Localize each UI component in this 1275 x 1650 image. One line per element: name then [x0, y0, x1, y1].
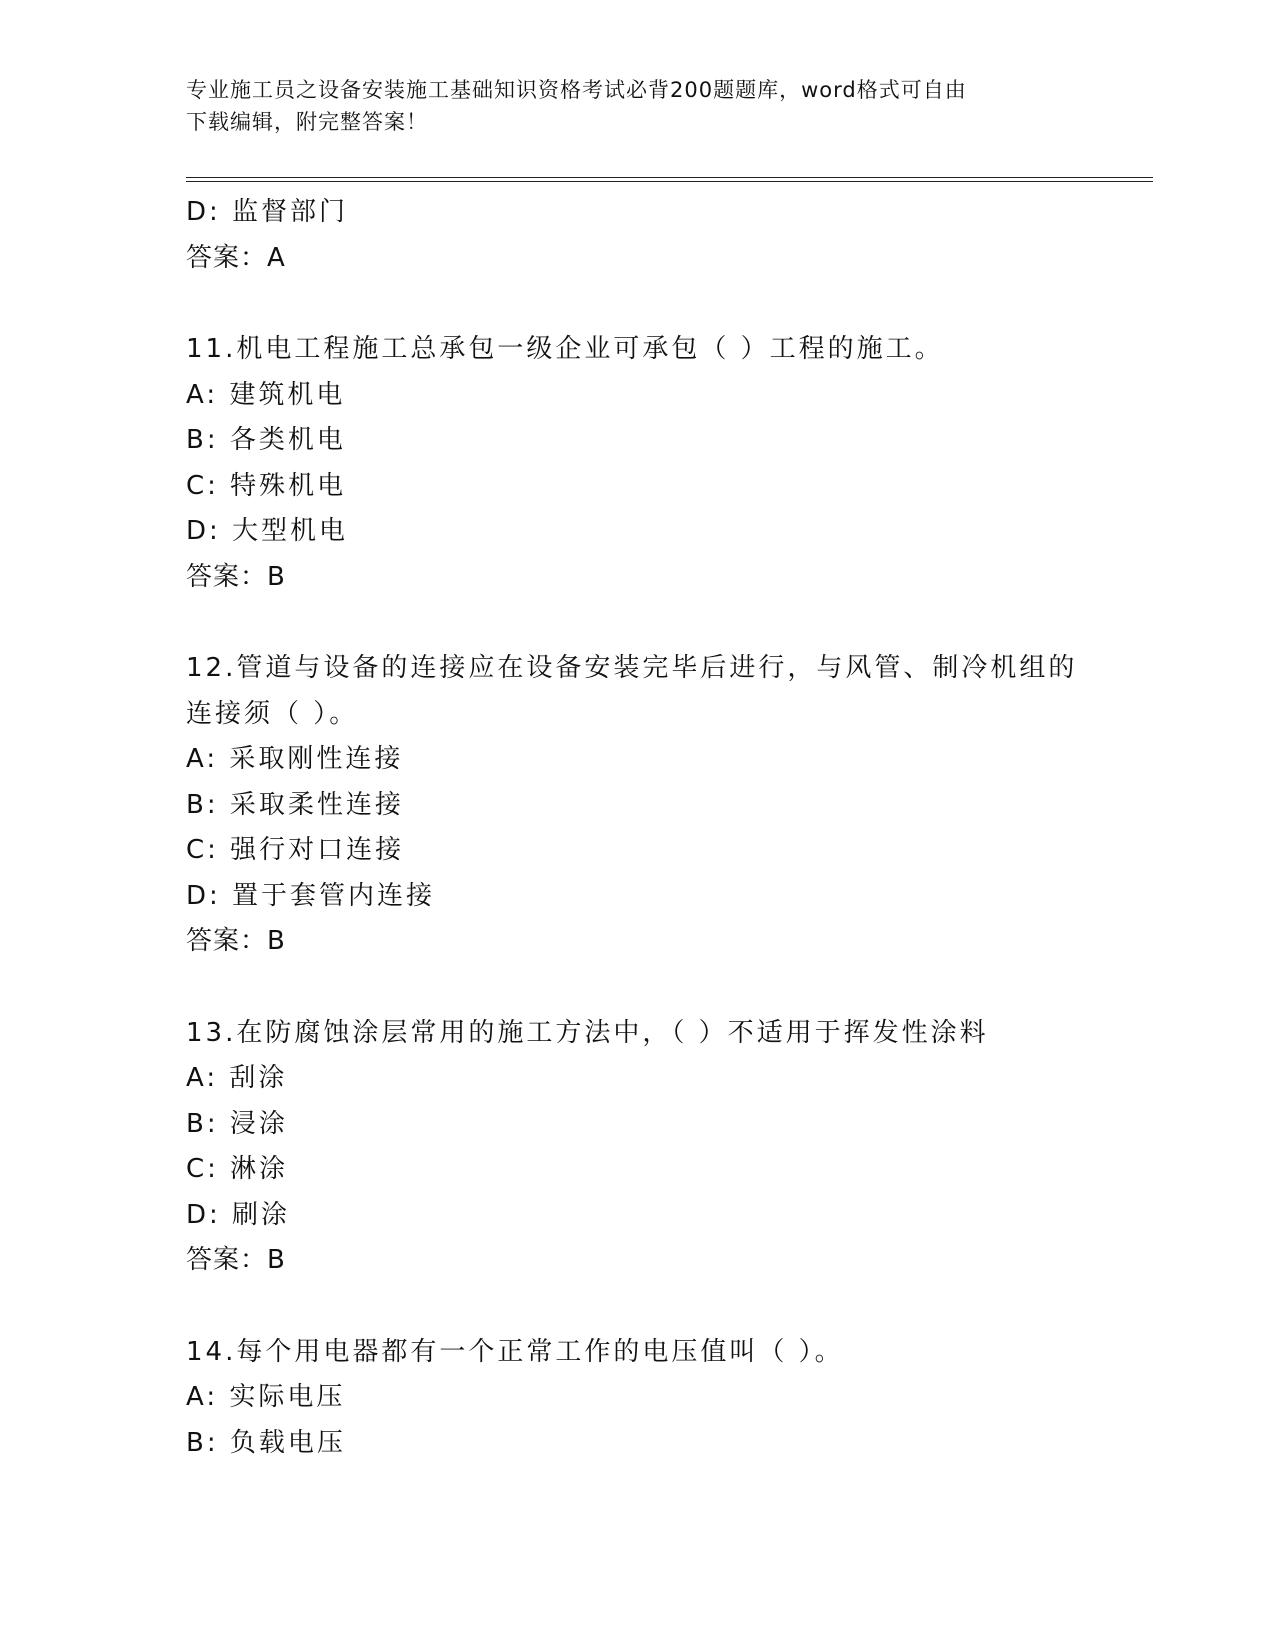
- option-d: D: 大型机电: [186, 516, 349, 546]
- question-stem: 12.管道与设备的连接应在设备安装完毕后进行，与风管、制冷机组的: [186, 653, 1078, 683]
- option-b: B: 浸涂: [186, 1108, 288, 1139]
- answer-line: 答案：A: [186, 242, 286, 273]
- document-body: [186, 190, 1078, 1466]
- question-stem: 13.在防腐蚀涂层常用的施工方法中，（ ）不适用于挥发性涂料: [186, 1017, 989, 1048]
- question-14: [186, 1330, 1066, 1467]
- option-b: B: 各类机电: [186, 425, 346, 455]
- question-stem: 11.机电工程施工总承包一级企业可承包（ ）工程的施工。: [186, 334, 944, 364]
- question-partial: [186, 190, 1066, 281]
- question-stem-continued: 连接须（ ）。: [186, 698, 359, 729]
- option-c: C: 特殊机电: [186, 470, 347, 501]
- header-line-2: 下载编辑，附完整答案！: [186, 110, 428, 134]
- option-d: D: 置于套管内连接: [186, 880, 436, 911]
- option-c: C: 淋涂: [186, 1154, 289, 1184]
- option-a: A: 刮涂: [186, 1063, 288, 1093]
- header-line-1: 专业施工员之设备安装施工基础知识资格考试必背200题题库，word格式可自由: [186, 78, 967, 102]
- question-stem: 14.每个用电器都有一个正常工作的电压值叫（ ）。: [186, 1336, 844, 1367]
- question-12: [186, 646, 1078, 965]
- answer-line: 答案：B: [186, 561, 286, 592]
- header-divider-top: [186, 177, 1153, 178]
- option-a: A: 建筑机电: [186, 379, 346, 410]
- option-b: B: 采取柔性连接: [186, 789, 404, 820]
- option-a: A: 采取刚性连接: [186, 744, 404, 774]
- document-header: [186, 74, 1066, 138]
- option-c: C: 强行对口连接: [186, 835, 405, 865]
- option-d: D: 刷涂: [186, 1199, 291, 1230]
- question-13: [186, 1011, 1066, 1284]
- question-11: [186, 327, 1066, 600]
- option-b: B: 负载电压: [186, 1427, 346, 1458]
- answer-line: 答案：B: [186, 926, 286, 956]
- option-d: D: 监督部门: [186, 197, 349, 227]
- header-divider-bottom: [186, 181, 1153, 182]
- answer-line: 答案：B: [186, 1245, 286, 1275]
- option-a: A: 实际电压: [186, 1382, 346, 1412]
